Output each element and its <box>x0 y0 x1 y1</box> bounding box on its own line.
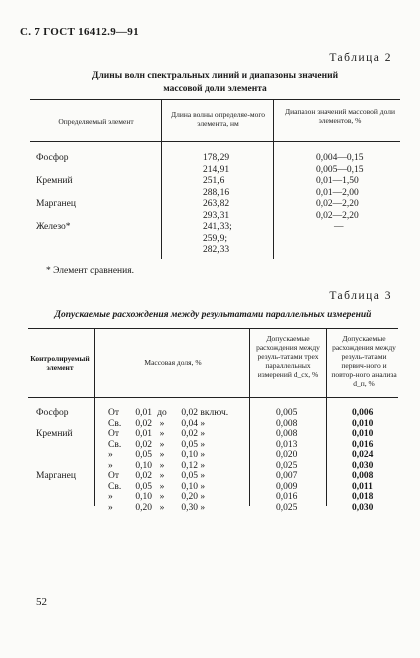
table3-col-divider-3 <box>326 328 327 506</box>
table2-wavelength: 251,6 <box>203 176 225 186</box>
table3-dn-value: 0,024 <box>352 450 374 460</box>
table3-element: Марганец <box>36 471 76 481</box>
table2-element <box>36 234 76 246</box>
table2-element: Кремний <box>36 176 73 186</box>
table2-header-rule <box>30 141 400 142</box>
table3-header-element: Контролируемый элемент <box>30 354 90 372</box>
table2-wavelength: 178,29 <box>203 153 230 163</box>
table3-range-row: Св. 0,02 » 0,04 » <box>108 418 206 429</box>
table3-dn-column <box>352 408 373 513</box>
table3-col-divider-1 <box>94 328 95 506</box>
table2-col-divider-2 <box>273 99 274 259</box>
table3-element <box>36 482 76 493</box>
table3-range-row: » 0,20 » 0,30 » <box>108 502 206 513</box>
table2-range: 0,02—2,20 <box>316 199 359 209</box>
table3-dcx-value: 0,013 <box>276 439 298 450</box>
table3-caption: Таблица 3 <box>329 290 392 302</box>
table3-range-row: От 0,01 » 0,02 » <box>108 429 206 439</box>
table3-dcx-value: 0,008 <box>276 418 298 429</box>
table3-element: Кремний <box>36 429 73 439</box>
table2-element: Фосфор <box>36 153 69 163</box>
table2-wavelengths-column <box>203 153 232 257</box>
table2-wavelength: 259,9; <box>203 233 228 244</box>
table2-wavelength: 288,16 <box>203 187 230 198</box>
table3-elements-column <box>36 408 76 513</box>
table3-range-row: » 0,10 » 0,20 » <box>108 492 206 502</box>
table3-mass-fraction-column <box>108 408 228 513</box>
table2-caption: Таблица 2 <box>329 52 392 64</box>
table3-range-row: Св. 0,05 » 0,10 » <box>108 481 206 492</box>
table3-dcx-value: 0,016 <box>276 492 298 502</box>
table2-element: Марганец <box>36 199 76 209</box>
table3-header-mass-fraction: Массовая доля, % <box>144 358 202 367</box>
table2-col-divider-1 <box>161 99 162 259</box>
table3-title: Допускаемые расхождения между результатами параллельных измерений <box>54 310 372 320</box>
table2-element <box>36 165 76 177</box>
table2-range <box>316 234 364 246</box>
table2-element: Железо* <box>36 222 71 232</box>
table2-range: 0,004—0,15 <box>316 153 364 163</box>
table3-element: Фосфор <box>36 408 69 418</box>
table3-element <box>36 440 76 451</box>
table3-dcx-column <box>276 408 297 513</box>
table2-wavelength: 214,91 <box>203 164 230 175</box>
table3-dcx-value: 0,025 <box>276 502 298 513</box>
table2-wavelength: 263,82 <box>203 199 230 209</box>
table2-wavelength: 241,33; <box>203 222 232 232</box>
table2-range: 0,005—0,15 <box>316 164 364 175</box>
table3-dn-value: 0,018 <box>352 492 374 502</box>
table3-dn-value: 0,008 <box>352 471 374 481</box>
table3-top-rule <box>28 328 398 329</box>
table2-element <box>36 188 76 200</box>
table2-element <box>36 211 76 223</box>
table2-footnote: * Элемент сравнения. <box>46 266 134 276</box>
table3-range-row: » 0,05 » 0,10 » <box>108 450 206 460</box>
table2-element <box>36 245 76 257</box>
table2-header-range: Диапазон значений массовой доли элементов, % <box>284 107 396 125</box>
table2-range: 0,02—2,20 <box>316 210 359 221</box>
table3-range-row: От 0,01 до 0,02 включ. <box>108 408 229 418</box>
table3-dn-value: 0,030 <box>352 460 374 471</box>
table3-dn-value: 0,016 <box>352 439 374 450</box>
table3-element <box>36 450 76 461</box>
table2-range: 0,01—2,00 <box>316 187 359 198</box>
table3-element <box>36 419 76 430</box>
document-header: С. 7 ГОСТ 16412.9—91 <box>20 26 139 38</box>
table3-header-dcx: Допускаемые расхождения между резуль-татами трех параллельных измерений d_сх, % <box>256 334 320 379</box>
table2-ranges-column <box>316 153 364 257</box>
table2-header-wavelength: Длина волны определяе-мого элемента, нм <box>171 110 265 128</box>
table2-range: — <box>334 222 344 232</box>
table3-header-rule <box>28 397 398 398</box>
table2-range: 0,01—1,50 <box>316 176 359 186</box>
table3-range-row: » 0,10 » 0,12 » <box>108 460 206 471</box>
table2-title-line2: массовой доли элемента <box>163 84 267 94</box>
table3-dcx-value: 0,007 <box>276 471 298 481</box>
table3-dcx-value: 0,005 <box>276 408 298 418</box>
page-number: 52 <box>36 596 47 608</box>
table3-header-dn: Допускаемые расхождения между резуль-татами первич-ного и повтор-ного анализа d_п, % <box>331 334 397 388</box>
table3-dn-value: 0,010 <box>352 429 374 439</box>
table3-element <box>36 503 76 514</box>
table3-dn-value: 0,011 <box>352 481 373 492</box>
table3-range-row: Св. 0,02 » 0,05 » <box>108 439 206 450</box>
table3-dcx-value: 0,009 <box>276 481 298 492</box>
table2-top-rule <box>30 99 400 100</box>
table2-wavelength: 282,33 <box>203 245 230 255</box>
table3-col-divider-2 <box>249 328 250 506</box>
table2-header-element: Определяемый элемент <box>58 117 134 126</box>
table2-title-line1: Длины волн спектральных линий и диапазоны значений <box>91 71 339 81</box>
table3-element <box>36 492 76 503</box>
table3-dcx-value: 0,020 <box>276 450 298 460</box>
table3-dn-value: 0,010 <box>352 418 374 429</box>
table2-wavelength: 293,31 <box>203 210 230 221</box>
table3-range-row: От 0,02 » 0,05 » <box>108 471 206 481</box>
table3-element <box>36 461 76 472</box>
table2-title <box>30 70 400 96</box>
table2-range <box>316 245 364 257</box>
table3-dcx-value: 0,025 <box>276 460 298 471</box>
table3-dn-value: 0,006 <box>352 408 374 418</box>
table3-dcx-value: 0,008 <box>276 429 298 439</box>
table3-dn-value: 0,030 <box>352 502 374 513</box>
table2-elements-column <box>36 153 76 257</box>
